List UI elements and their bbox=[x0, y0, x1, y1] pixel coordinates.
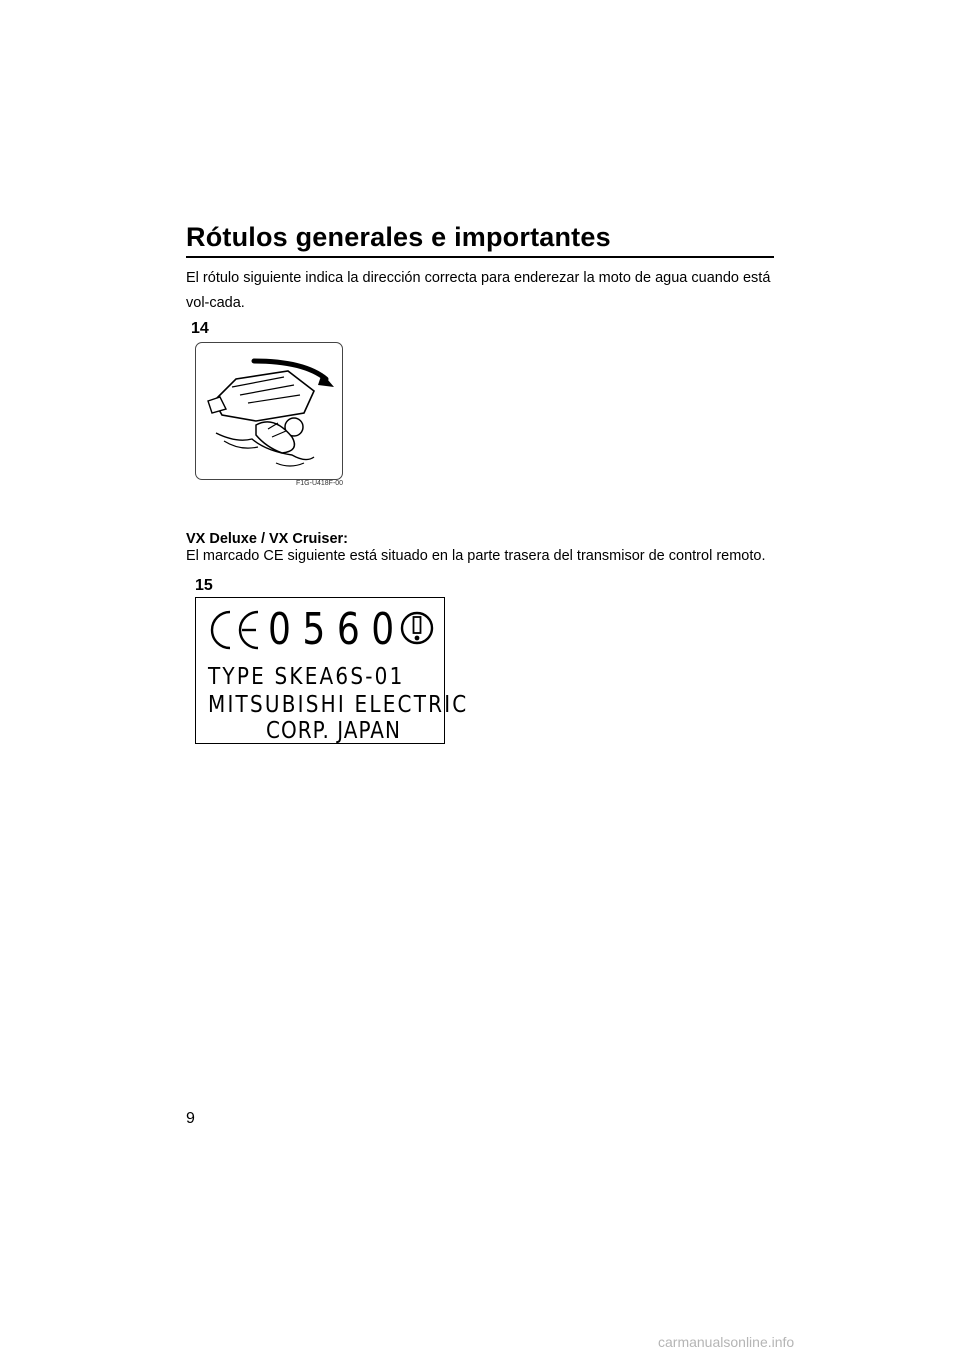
page-title: Rótulos generales e importantes bbox=[186, 222, 611, 252]
type-line: TYPE SKEA6S-01 bbox=[208, 662, 405, 690]
model-subheading: VX Deluxe / VX Cruiser: bbox=[186, 531, 348, 547]
ce-description: El marcado CE siguiente está situado en la parte trasera del transmisor de control remoto. bbox=[186, 548, 766, 564]
page-number: 9 bbox=[186, 1110, 195, 1127]
figure-14-number: 14 bbox=[191, 320, 209, 337]
title-rule bbox=[186, 256, 774, 258]
intro-paragraph: El rótulo siguiente indica la dirección correcta para enderezar la moto de agua cuando está vol-cada. bbox=[186, 270, 771, 311]
country-line: CORP. JAPAN bbox=[266, 716, 401, 744]
maker-line: MITSUBISHI ELECTRIC bbox=[208, 690, 469, 718]
notified-body-number: 0560 bbox=[268, 604, 406, 655]
figure-14-code: F1G-U418F-00 bbox=[296, 480, 344, 487]
figure-15-label bbox=[195, 597, 469, 744]
figure-15-number: 15 bbox=[195, 577, 213, 594]
capsize-righting-icon bbox=[196, 343, 342, 479]
watermark: carmanualsonline.info bbox=[658, 1334, 795, 1350]
ce-mark-icon bbox=[204, 608, 264, 652]
figure-14-frame bbox=[195, 342, 343, 480]
alert-mark-icon bbox=[399, 608, 435, 648]
